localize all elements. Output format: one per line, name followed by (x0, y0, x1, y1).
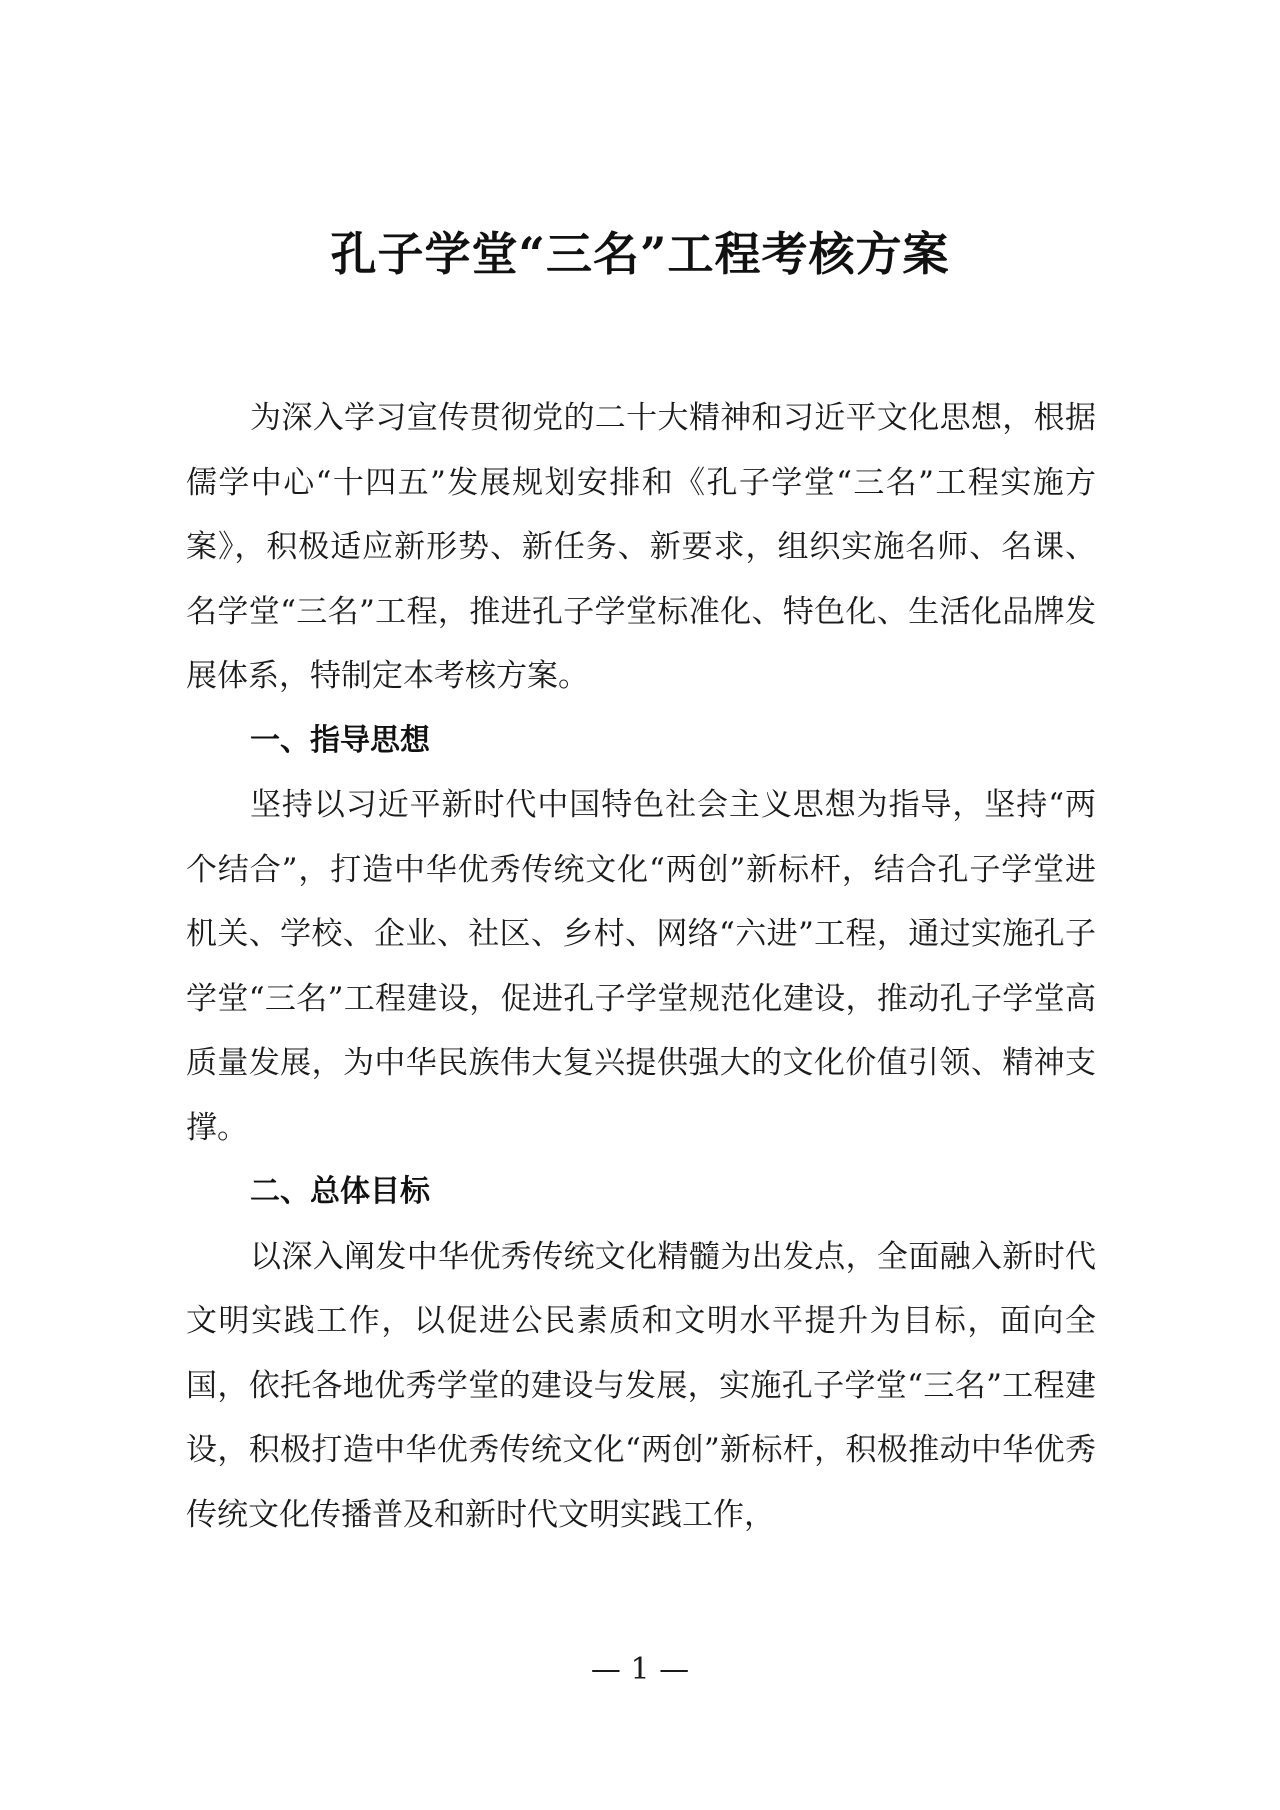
section-heading-guiding-ideology: 一、指导思想 (250, 722, 430, 758)
section-paragraph-guiding-ideology: 坚持以习近平新时代中国特色社会主义思想为指导，坚持“两个结合”，打造中华优秀传统文化“两创”新标杆，结合孔子学堂进机关、学校、企业、社区、乡村、网络“六进”工程，通过实施孔子学堂“三名”工程建设，促进孔子学堂规范化建设，推动孔子学堂高质量发展，为中华民族伟大复兴提供强大的文化价值引领、精神支撑。 (186, 787, 1096, 1146)
document-body (186, 386, 1096, 1547)
section-paragraph-overall-goal: 以深入阐发中华优秀传统文化精髓为出发点，全面融入新时代文明实践工作，以促进公民素质和文明水平提升为目标，面向全国，依托各地优秀学堂的建设与发展，实施孔子学堂“三名”工程建设，积极打造中华优秀传统文化“两创”新标杆，积极推动中华优秀传统文化传播普及和新时代文明实践工作， (186, 1238, 1096, 1533)
page-number: — 1 — (590, 1652, 690, 1687)
intro-paragraph: 为深入学习宣传贯彻党的二十大精神和习近平文化思想，根据儒学中心“十四五”发展规划安排和《孔子学堂“三名”工程实施方案》，积极适应新形势、新任务、新要求，组织实施名师、名课、名学堂“三名”工程，推进孔子学堂标准化、特色化、生活化品牌发展体系，特制定本考核方案。 (186, 400, 1096, 694)
section-heading-overall-goal: 二、总体目标 (250, 1174, 430, 1209)
document-title: 孔子学堂“三名”工程考核方案 (330, 227, 950, 281)
